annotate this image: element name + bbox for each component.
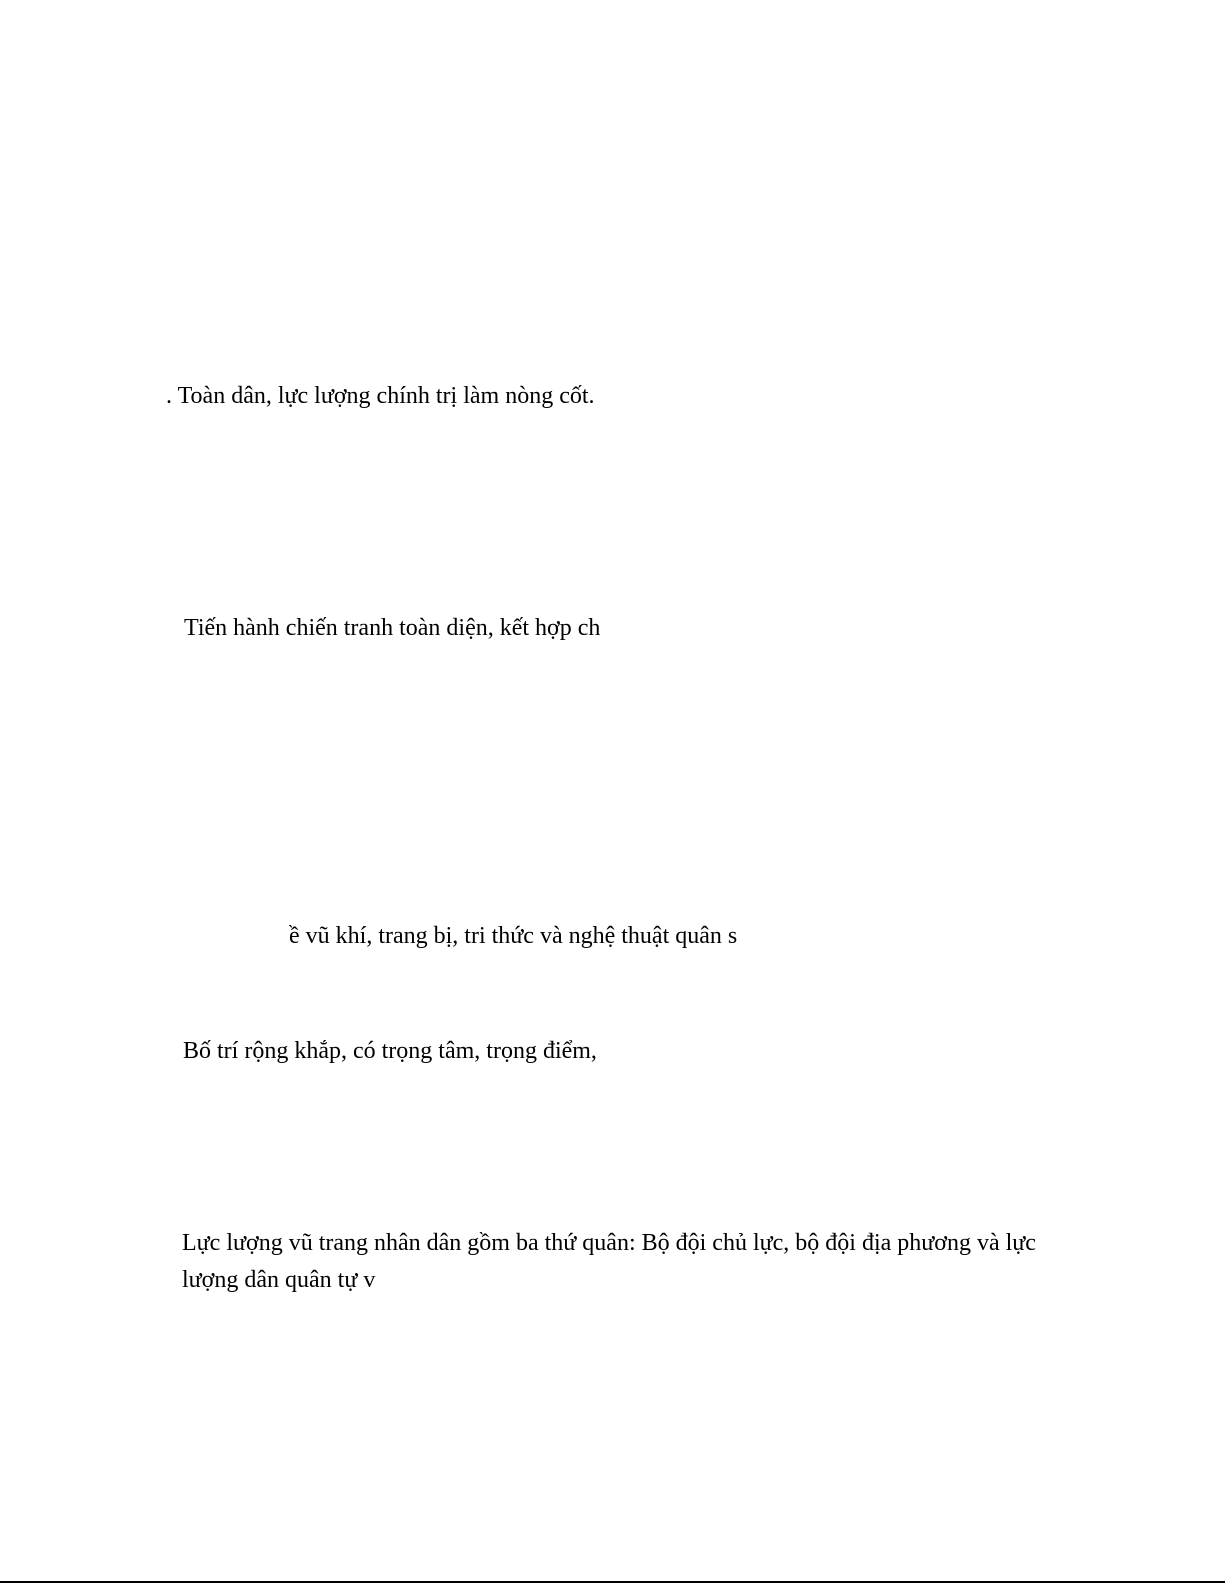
text-line-toan-dan: . Toàn dân, lực lượng chính trị làm nòng cốt. <box>166 383 595 409</box>
text-line-vu-khi-trang-bi: ề vũ khí, trang bị, tri thức và nghệ thuật quân s <box>289 923 738 949</box>
paragraph-line-1: Lực lượng vũ trang nhân dân gồm ba thứ quân: Bộ đội chủ lực, bộ đội địa phương và lực <box>182 1230 1036 1256</box>
paragraph-luc-luong-vu-trang <box>182 1225 1126 1299</box>
text-line-chien-tranh-toan-dien: Tiến hành chiến tranh toàn diện, kết hợp ch <box>184 615 601 641</box>
paragraph-line-2: lượng dân quân tự v <box>182 1267 376 1293</box>
page-bottom-border <box>0 1581 1225 1583</box>
text-line-bo-tri-rong-khap: Bố trí rộng khắp, có trọng tâm, trọng điểm, <box>183 1038 597 1064</box>
